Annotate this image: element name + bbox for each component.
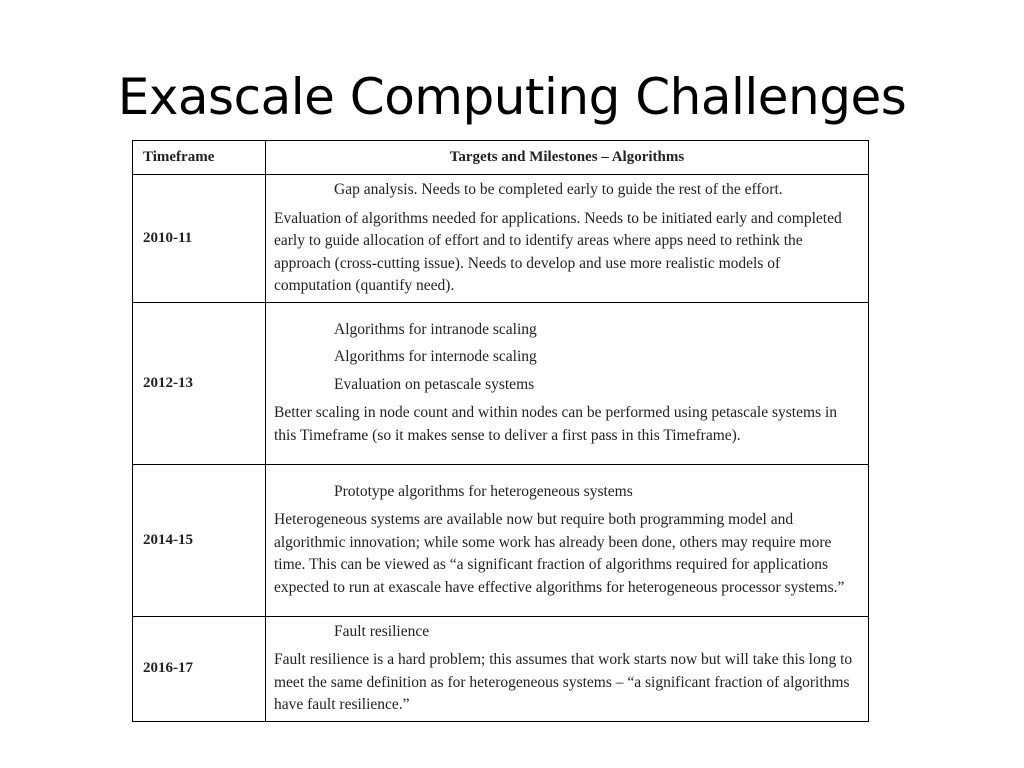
targets-cell — [266, 464, 869, 616]
targets-cell — [266, 616, 869, 721]
table-row — [133, 464, 869, 616]
table-header-row — [133, 141, 869, 175]
timeframe-cell: 2012-13 — [133, 302, 266, 464]
table-row — [133, 175, 869, 303]
table-row — [133, 302, 869, 464]
targets-cell — [266, 302, 869, 464]
milestone-item: Fault resilience — [334, 622, 430, 640]
milestone-description: Better scaling in node count and within nodes can be performed using petascale systems in this Timeframe (so it makes sense to deliver a first pass in this Timeframe). — [274, 404, 838, 444]
targets-cell — [266, 175, 869, 303]
header-targets: Targets and Milestones – Algorithms — [266, 141, 869, 175]
milestone-description: Evaluation of algorithms needed for applications. Needs to be initiated early and completed early to guide allocation of effort and to identify areas where apps need to rethink the approach (cross-cutting issue). Needs to develop and use more realistic models of computation (quantify need). — [274, 209, 842, 294]
milestone-item: Evaluation on petascale systems — [334, 375, 535, 393]
timeframe-cell: 2010-11 — [133, 175, 266, 303]
milestone-description: Heterogeneous systems are available now but require both programming model and algorithmic innovation; while some work has already been done, others may require more time. This can be viewed as “a significant fraction of algorithms required for applications expected to run at exascale have effective algorithms for heterogeneous processor systems.” — [274, 511, 845, 596]
milestone-item: Gap analysis. Needs to be completed early to guide the rest of the effort. — [334, 181, 783, 198]
milestone-item: Algorithms for internode scaling — [334, 348, 537, 366]
table-row — [133, 616, 869, 721]
milestone-item: Algorithms for intranode scaling — [334, 320, 537, 338]
timeframe-cell: 2014-15 — [133, 464, 266, 616]
slide-title: Exascale Computing Challenges — [117, 67, 907, 126]
milestone-description: Fault resilience is a hard problem; this assumes that work starts now but will take this long to meet the same definition as for heterogeneous systems – “a significant fraction of algorithms have fault resilience.” — [274, 651, 853, 713]
timeframe-cell: 2016-17 — [133, 616, 266, 721]
milestone-item: Prototype algorithms for heterogeneous systems — [334, 482, 633, 500]
milestones-table — [132, 140, 869, 722]
header-timeframe: Timeframe — [133, 141, 266, 175]
